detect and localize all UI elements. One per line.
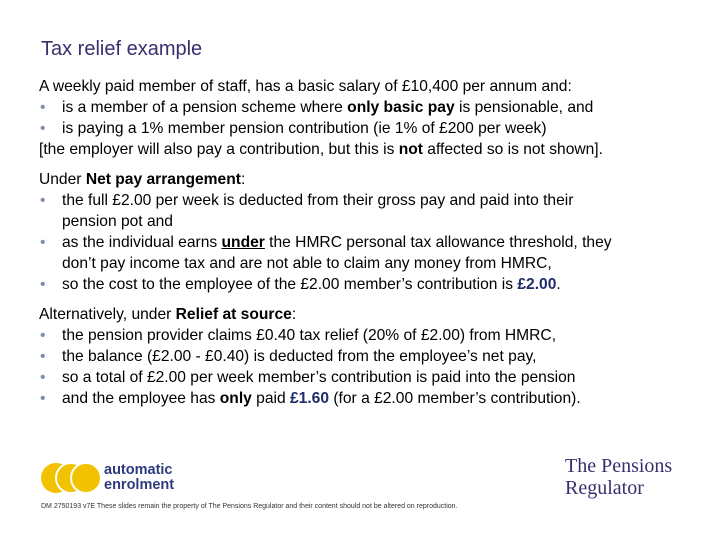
ras-bullet-4: • and the employee has only paid £1.60 (for a £2.00 member’s contribution). [39, 388, 719, 409]
net-pay-bullet-2: • as the individual earns under the HMRC personal tax allowance threshold, they don’t pay income tax and are not able to claim any money from HMRC, [39, 232, 719, 274]
ras-bullet-2: • the balance (£2.00 - £0.40) is deducted from the employee’s net pay, [39, 346, 719, 367]
relief-at-source-paragraph [39, 304, 719, 409]
intro-line: A weekly paid member of staff, has a basic salary of £10,400 per annum and: [39, 78, 572, 95]
net-pay-heading: Under Net pay arrangement: [39, 171, 246, 188]
slide-body [39, 76, 719, 418]
ras-bullet-1: • the pension provider claims £0.40 tax relief (20% of £2.00) from HMRC, [39, 325, 719, 346]
net-pay-bullet-1: • the full £2.00 per week is deducted from their gross pay and paid into their pension pot and [39, 190, 719, 232]
intro-bullet-1: • is a member of a pension scheme where only basic pay is pensionable, and [39, 97, 719, 118]
net-pay-bullet-3: • so the cost to the employee of the £2.00 member’s contribution is £2.00. [39, 274, 719, 295]
intro-bullet-2: • is paying a 1% member pension contribution (ie 1% of £200 per week) [39, 118, 719, 139]
automatic-enrolment-logo [40, 460, 175, 501]
net-pay-paragraph [39, 169, 719, 295]
ras-bullet-3: • so a total of £2.00 per week member’s contribution is paid into the pension [39, 367, 719, 388]
ae-circles-icon [40, 460, 102, 496]
page-title: Tax relief example [41, 38, 203, 60]
pensions-regulator-logo: The Pensions Regulator [565, 455, 673, 499]
intro-note: [the employer will also pay a contribution, but this is not affected so is not shown]. [39, 141, 603, 158]
footer-note: DM 2750193 v7E These slides remain the property of The Pensions Regulator and their content should not be altered on reproduction. [41, 503, 458, 510]
ras-heading: Alternatively, under Relief at source: [39, 306, 297, 323]
intro-paragraph [39, 76, 719, 160]
ae-logo-text: automatic enrolment [104, 462, 175, 493]
